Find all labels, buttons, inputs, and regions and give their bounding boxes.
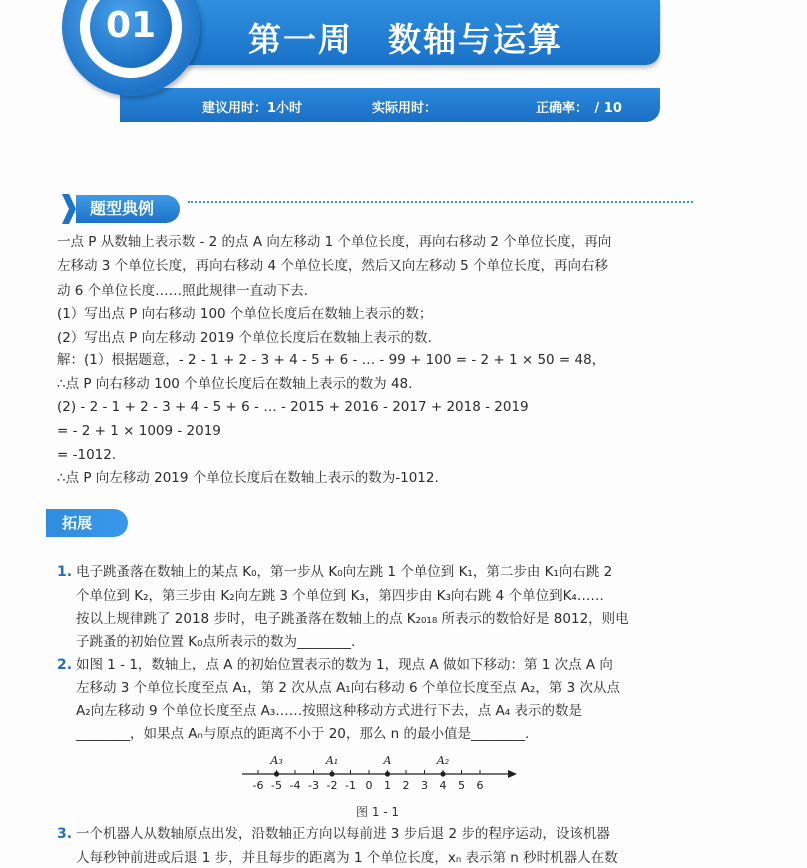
example-line: (1）写出点 P 向右移动 100 个单位长度后在数轴上表示的数； [57, 306, 433, 322]
tick-label: -5 [271, 779, 282, 792]
problem-line: 如图 1 - 1，数轴上，点 A 的初始位置表示的数为 1，现点 A 做如下移动：第 1 次点 A 向 [76, 657, 613, 673]
point-label: A₁ [325, 754, 339, 767]
problem-line: 人每秒钟前进或后退 1 步，并且每步的距离为 1 个单位长度，xₙ 表示第 n 秒时机器人在数 [76, 850, 618, 866]
example-line: (2) - 2 - 1 + 2 - 3 + 4 - 5 + 6 - … - 2015 + 2016 - 2017 + 2018 - 2019 [57, 399, 529, 415]
section-tag-example [62, 192, 180, 226]
point-marker [329, 771, 334, 776]
point-marker [440, 771, 445, 776]
figure-caption: 图 1 - 1 [356, 805, 400, 819]
section-tag-example-label: 题型典例 [76, 195, 180, 223]
week-number: 01 [105, 5, 157, 46]
tick-label: -2 [326, 779, 338, 792]
tick-label: 0 [365, 779, 373, 792]
problem-number: 1. [57, 564, 73, 580]
tick-label: 1 [384, 779, 391, 792]
problem-line: 个单位到 K₂，第三步由 K₂向左跳 3 个单位到 K₃，第四步由 K₃向右跳 4 个单位到K₄…… [76, 588, 604, 604]
problem-line: 子跳蚤的初始位置 K₀点所表示的数为________. [76, 634, 356, 650]
axis-arrow-icon [508, 770, 517, 778]
tick-label: -6 [252, 779, 264, 792]
example-line: 一点 P 从数轴上表示数 - 2 的点 A 向左移动 1 个单位长度，再向右移动 2 个单位长度，再向 [57, 234, 612, 250]
point-label: A₃ [270, 754, 283, 767]
info-bar [120, 88, 660, 122]
example-line: (2）写出点 P 向左移动 2019 个单位长度后在数轴上表示的数. [57, 330, 432, 346]
example-line: 解：(1）根据题意，- 2 - 1 + 2 - 3 + 4 - 5 + 6 - … - 99 + 100 = - 2 + 1 × 50 = 48， [57, 352, 606, 368]
tick-label: -3 [308, 779, 319, 792]
problem-line: ________，如果点 Aₙ与原点的距离不小于 20，那么 n 的最小值是________. [76, 726, 530, 742]
section-tag-extension: 拓展 [46, 509, 128, 537]
accuracy: 正确率： / 10 [536, 101, 622, 116]
point-marker [274, 771, 279, 776]
tick-label: 2 [402, 779, 410, 792]
point-marker [385, 771, 390, 776]
example-line: = - 2 + 1 × 1009 - 2019 [57, 423, 221, 439]
tick-label: 3 [421, 779, 428, 792]
number-line-figure [230, 752, 520, 802]
problem-line: 一个机器人从数轴原点出发，沿数轴正方向以每前进 3 步后退 2 步的程序运动，设该机器 [76, 826, 610, 842]
tick-label: -4 [289, 779, 301, 792]
example-line: ∴点 P 向左移动 2019 个单位长度后在数轴上表示的数为-1012. [57, 470, 439, 486]
actual-time: 实际用时： [372, 101, 438, 116]
problem-line: 按以上规律跳了 2018 步时，电子跳蚤落在数轴上的点 K₂₀₁₈ 所表示的数恰好是 8012，则电 [76, 611, 629, 627]
tick-label: 6 [476, 779, 484, 792]
example-line: ∴点 P 向右移动 100 个单位长度后在数轴上表示的数为 48. [57, 376, 413, 392]
dotted-divider [188, 201, 693, 203]
tick-label: 4 [439, 779, 447, 792]
chevron-right-icon [62, 194, 76, 224]
suggested-time: 建议用时：1小时 [202, 101, 303, 116]
problem-line: 左移动 3 个单位长度至点 A₁，第 2 次从点 A₁向右移动 6 个单位长度至点 A₂，第 3 次从点 [76, 680, 621, 696]
tick-label: -1 [345, 779, 356, 792]
problem-line: 电子跳蚤落在数轴上的某点 K₀，第一步从 K₀向左跳 1 个单位到 K₁，第二步由 K₁向右跳 2 [76, 564, 613, 580]
example-line: 动 6 个单位长度……照此规律一直动下去. [57, 283, 308, 299]
page-title: 第一周 数轴与运算 [248, 20, 563, 59]
problem-number: 3. [57, 826, 73, 842]
example-line: = -1012. [57, 447, 117, 463]
tick-label: 5 [458, 779, 465, 792]
point-label: A [383, 754, 392, 767]
problem-number: 2. [57, 657, 73, 673]
problem-line: A₂向左移动 9 个单位长度至点 A₃……按照这种移动方式进行下去，点 A₄ 表示的数是 [76, 703, 582, 719]
point-label: A₂ [436, 754, 450, 767]
example-line: 左移动 3 个单位长度，再向右移动 4 个单位长度，然后又向左移动 5 个单位长度，再向右移 [57, 258, 609, 274]
